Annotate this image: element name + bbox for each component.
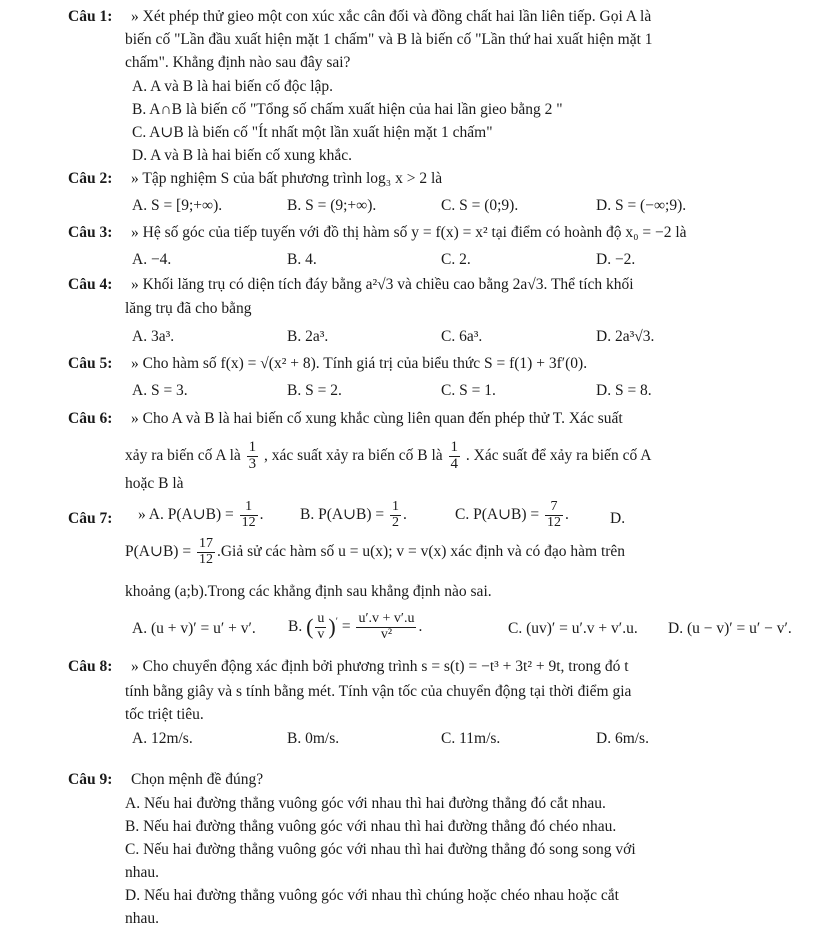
q7-option-d-text: P(A∪B) = bbox=[125, 542, 192, 560]
q9-option-b: B. Nếu hai đường thẳng vuông góc với nhau thì hai đường thẳng đó chéo nhau. bbox=[125, 818, 617, 835]
q5-label: Câu 5: bbox=[68, 355, 113, 372]
q9-label: Câu 9: bbox=[68, 771, 113, 788]
q1-option-c: C. A∪B là biến cố "Ít nhất một lần xuất hiện mặt 1 chấm" bbox=[132, 124, 493, 141]
q7-option2-b-rhs-num: u′.v + v′.u bbox=[358, 611, 415, 626]
q7-option-c-fraction bbox=[545, 500, 563, 530]
q4-option-b: B. 2a³. bbox=[287, 328, 329, 345]
q7-label: Câu 7: bbox=[68, 510, 113, 527]
q5-option-a: A. S = 3. bbox=[132, 382, 188, 399]
q1-text-line3: chấm". Khẳng định nào sau đây sai? bbox=[125, 54, 351, 71]
q7-stem-line1 bbox=[125, 537, 625, 567]
q5-option-b: B. S = 2. bbox=[287, 382, 342, 399]
q6-prob-a-numerator: 1 bbox=[248, 439, 257, 455]
q2-label: Câu 2: bbox=[68, 170, 113, 187]
q4-text-line2: lăng trụ đã cho bằng bbox=[125, 300, 252, 317]
q9-option-d-line1: D. Nếu hai đường thẳng vuông góc với nhau thì chúng hoặc chéo nhau hoặc cắt bbox=[125, 887, 619, 904]
q4-label: Câu 4: bbox=[68, 276, 113, 293]
q7-option-a-fraction bbox=[240, 500, 258, 530]
q3-option-c: C. 2. bbox=[441, 251, 471, 268]
q1-option-a: A. A và B là hai biến cố độc lập. bbox=[132, 78, 334, 95]
q4-text-line1: » Khối lăng trụ có diện tích đáy bằng a²√3 và chiều cao bằng 2a√3. Thể tích khối bbox=[131, 276, 634, 293]
q6-text-line2-part1: xảy ra biến cố A là bbox=[125, 446, 241, 464]
q7-option-c-text: C. P(A∪B) = bbox=[455, 505, 540, 523]
q7-option2-b-lhs bbox=[315, 612, 326, 642]
q7-option-c-numerator: 7 bbox=[545, 500, 563, 516]
q7-option2-b-rhs bbox=[356, 612, 416, 642]
q7-option-b-numerator: 1 bbox=[392, 499, 400, 514]
q8-text-line2: tính bằng giây và s tính bằng mét. Tính vận tốc của chuyển động tại thời điểm gia bbox=[125, 683, 632, 700]
q8-option-c: C. 11m/s. bbox=[441, 730, 501, 747]
q8-text-line1: » Cho chuyển động xác định bởi phương trình s = s(t) = −t³ + 3t² + 9t, trong đó t bbox=[131, 658, 629, 675]
q3-label: Câu 3: bbox=[68, 224, 113, 241]
q9-text: Chọn mệnh đề đúng? bbox=[131, 771, 264, 788]
q9-option-c-line2: nhau. bbox=[125, 864, 160, 881]
q7-option-c-denominator: 12 bbox=[547, 514, 562, 530]
q8-option-d: D. 6m/s. bbox=[596, 730, 649, 747]
q7-stem-line2: khoảng (a;b).Trong các khẳng định sau khẳng định nào sai. bbox=[125, 583, 492, 600]
q2-option-a: A. S = [9;+∞). bbox=[132, 197, 223, 214]
q6-prob-b-numerator: 1 bbox=[450, 439, 459, 455]
q7-option-d-denominator: 12 bbox=[198, 551, 213, 567]
q6-text-line3: hoặc B là bbox=[125, 475, 184, 492]
q3-option-a: A. −4. bbox=[132, 251, 172, 268]
q7-option-a: » A. P(A∪B) = $\frac{1}{12}$ . bbox=[138, 499, 264, 530]
q6-prob-b-denominator: 4 bbox=[450, 455, 459, 472]
q7-option-d-fraction bbox=[197, 537, 215, 567]
q9-option-a: A. Nếu hai đường thẳng vuông góc với nhau thì hai đường thẳng đó cắt nhau. bbox=[125, 795, 606, 812]
q8-label: Câu 8: bbox=[68, 658, 113, 675]
q6-text-line1: » Cho A và B là hai biến cố xung khắc cùng liên quan đến phép thử T. Xác suất bbox=[131, 410, 623, 427]
q8-option-a: A. 12m/s. bbox=[132, 730, 193, 747]
q3-option-d: D. −2. bbox=[596, 251, 636, 268]
q2-option-c: C. S = (0;9). bbox=[441, 197, 519, 214]
q7-option2-b-label: B. bbox=[288, 617, 303, 635]
q7-option2-b-lhs-num: u bbox=[317, 611, 325, 626]
q1-text-line2: biến cố "Lần đầu xuất hiện mặt 1 chấm" và B là biến cố "Lần thứ hai xuất hiện mặt 1 bbox=[125, 31, 653, 48]
q7-option-a-numerator: 1 bbox=[240, 500, 258, 516]
q8-option-b: B. 0m/s. bbox=[287, 730, 340, 747]
q3-text: » Hệ số góc của tiếp tuyến với đồ thị hàm số y = f(x) = x² tại điểm có hoành độ x₀ = −2 là bbox=[131, 224, 687, 241]
q7-option2-b-lhs-den: v bbox=[317, 626, 325, 642]
q5-text: » Cho hàm số f(x) = √(x² + 8). Tính giá trị của biểu thức S = f(1) + 3f′(0). bbox=[131, 355, 588, 372]
q4-option-d: D. 2a³√3. bbox=[596, 328, 655, 345]
q5-option-c: C. S = 1. bbox=[441, 382, 496, 399]
q6-text-line2-part3: . Xác suất để xảy ra biến cố A bbox=[465, 446, 652, 464]
q9-option-c-line1: C. Nếu hai đường thẳng vuông góc với nhau thì hai đường thẳng đó song song với bbox=[125, 841, 636, 858]
q3-option-b: B. 4. bbox=[287, 251, 317, 268]
q7-option-b: B. P(A∪B) = $\frac{1}{2}$ . bbox=[300, 499, 407, 530]
q1-option-d: D. A và B là hai biến cố xung khắc. bbox=[132, 147, 352, 164]
q2-option-b: B. S = (9;+∞). bbox=[287, 197, 377, 214]
q7-option-a-text: » A. P(A∪B) = bbox=[138, 505, 234, 523]
q7-option-b-fraction bbox=[390, 500, 401, 530]
q7-option-d-label: D. bbox=[610, 510, 626, 527]
q7-option-b-denominator: 2 bbox=[392, 514, 400, 530]
q6-label: Câu 6: bbox=[68, 410, 113, 427]
q2-option-d: D. S = (−∞;9). bbox=[596, 197, 687, 214]
q6-text-line2 bbox=[125, 440, 651, 473]
q7-option2-a: A. (u + v)′ = u′ + v′. bbox=[132, 620, 256, 637]
q1-label: Câu 1: bbox=[68, 8, 113, 25]
q7-option2-b-rhs-den: v² bbox=[380, 626, 393, 642]
q7-option-b-text: B. P(A∪B) = bbox=[300, 505, 385, 523]
q6-prob-a-denominator: 3 bbox=[248, 455, 257, 472]
q9-option-d-line2: nhau. bbox=[125, 910, 160, 927]
q6-text-line2-part2: , xác suất xảy ra biến cố B là bbox=[264, 446, 443, 464]
q7-stem-text1: .Giả sử các hàm số u = u(x); v = v(x) xác định và có đạo hàm trên bbox=[216, 542, 626, 560]
q8-text-line3: tốc triệt tiêu. bbox=[125, 706, 204, 723]
q6-prob-a-fraction bbox=[247, 440, 259, 473]
q7-option2-d: D. (u − v)′ = u′ − v′. bbox=[668, 620, 792, 637]
q4-option-a: A. 3a³. bbox=[132, 328, 175, 345]
q1-text-line1: » Xét phép thử gieo một con xúc xắc cân đối và đồng chất hai lần liên tiếp. Gọi A là bbox=[131, 8, 652, 25]
q7-option-a-denominator: 12 bbox=[241, 514, 256, 530]
q1-option-b: B. A∩B là biến cố "Tổng số chấm xuất hiện của hai lần gieo bằng 2 " bbox=[132, 101, 563, 118]
q5-option-d: D. S = 8. bbox=[596, 382, 652, 399]
q4-option-c: C. 6a³. bbox=[441, 328, 483, 345]
q7-option2-b: B. ( $\frac{u}{v}$ )′ = $\frac{u'.v + v'.u}{\text{v²}}$ . bbox=[288, 611, 423, 642]
q2-text: » Tập nghiệm S của bất phương trình log₃ x > 2 là bbox=[131, 170, 443, 187]
q7-option-c: C. P(A∪B) = $\frac{7}{12}$ . bbox=[455, 499, 569, 530]
q7-option-d-numerator: 17 bbox=[198, 536, 213, 551]
q7-option2-c: C. (uv)′ = u′.v + v′.u. bbox=[508, 620, 638, 637]
q6-prob-b-fraction bbox=[449, 440, 461, 473]
